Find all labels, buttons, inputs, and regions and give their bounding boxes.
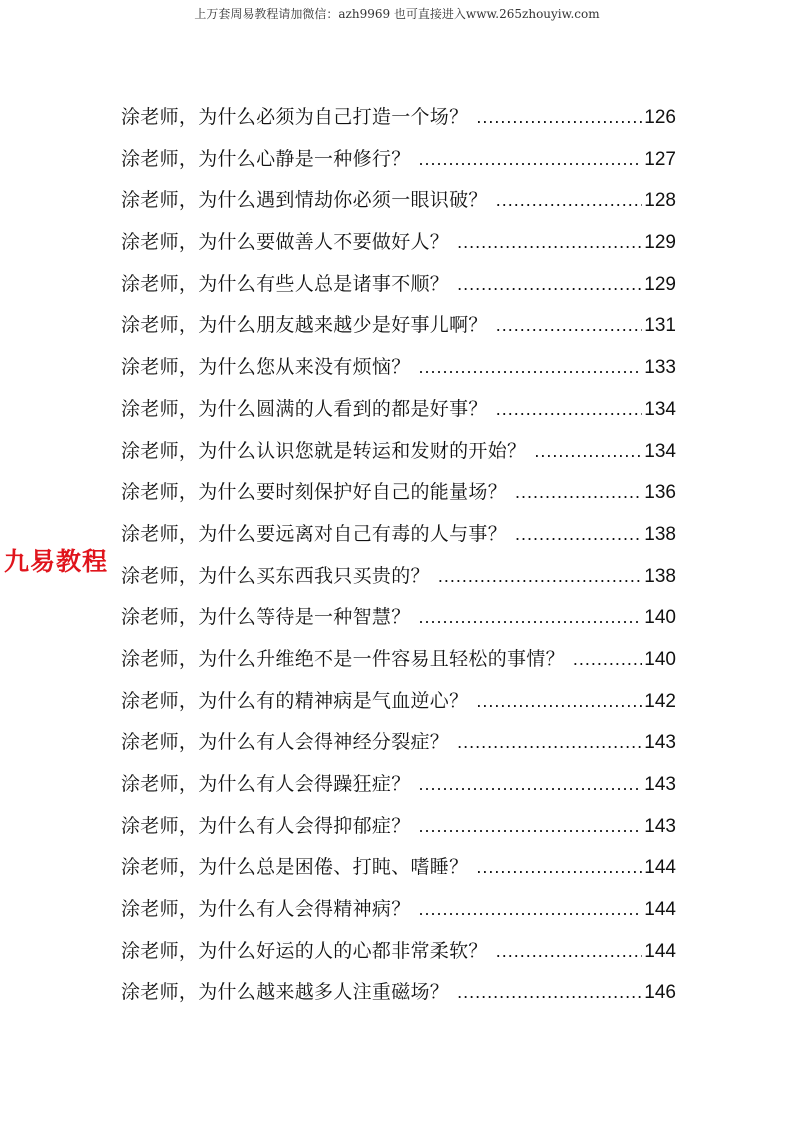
- toc-entry-title: 涂老师，为什么要远离对自己有毒的人与事？: [121, 522, 508, 545]
- toc-entry-page: 143: [644, 732, 676, 754]
- toc-entry[interactable]: [121, 97, 676, 139]
- toc-dot-leader: [419, 139, 643, 181]
- toc-entry-page: 140: [644, 607, 676, 629]
- toc-entry-page: 144: [644, 857, 676, 879]
- toc-dot-leader: [457, 722, 642, 764]
- toc-entry-title: 涂老师，为什么有些人总是诸事不顺？: [121, 272, 450, 295]
- toc-entry[interactable]: [121, 472, 676, 514]
- toc-entry-page: 134: [644, 398, 676, 420]
- toc-entry[interactable]: [121, 222, 676, 264]
- toc-dot-leader: [419, 806, 643, 848]
- toc-entry-title: 涂老师，为什么升维绝不是一件容易且轻松的事情？: [121, 647, 565, 670]
- toc-entry-page: 133: [644, 357, 676, 379]
- toc-entry[interactable]: [121, 264, 676, 306]
- toc-dot-leader: [515, 472, 642, 514]
- toc-entry[interactable]: [121, 931, 676, 973]
- toc-dot-leader: [419, 347, 643, 389]
- toc-dot-leader: [457, 264, 642, 306]
- toc-entry-page: 143: [644, 815, 676, 837]
- toc-entry[interactable]: [121, 722, 676, 764]
- toc-entry-page: 146: [644, 982, 676, 1004]
- toc-dot-leader: [457, 222, 642, 264]
- toc-dot-leader: [534, 431, 642, 473]
- watermark-logo: 九易教程: [4, 547, 109, 576]
- toc-entry-page: 143: [644, 774, 676, 795]
- toc-entry-title: 涂老师，为什么您从来没有烦恼？: [121, 356, 411, 379]
- toc-entry-page: 126: [644, 107, 676, 128]
- toc-dot-leader: [496, 389, 643, 431]
- toc-entry[interactable]: [121, 639, 676, 681]
- toc-entry-title: 涂老师，为什么有人会得躁狂症？: [121, 773, 411, 795]
- toc-entry[interactable]: [121, 889, 676, 931]
- toc-entry[interactable]: [121, 681, 676, 723]
- toc-entry[interactable]: [121, 972, 676, 1014]
- toc-entry-title: 涂老师，为什么朋友越来越少是好事儿啊？: [121, 314, 488, 337]
- toc-entry-page: 138: [644, 523, 676, 545]
- toc-dot-leader: [573, 639, 642, 681]
- toc-entry-page: 144: [644, 940, 676, 962]
- toc-entry-title: 涂老师，为什么越来越多人注重磁场？: [121, 981, 450, 1004]
- toc-entry[interactable]: [121, 597, 676, 639]
- toc-dot-leader: [496, 305, 643, 347]
- toc-entry[interactable]: [121, 847, 676, 889]
- toc-entry-title: 涂老师，为什么心静是一种修行？: [121, 147, 411, 170]
- toc-entry[interactable]: [121, 806, 676, 848]
- toc-entry-title: 涂老师，为什么遇到情劫你必须一眼识破？: [121, 189, 488, 212]
- toc-entry-page: 144: [644, 899, 676, 921]
- toc-dot-leader: [457, 972, 642, 1014]
- toc-entry-title: 涂老师，为什么要时刻保护好自己的能量场？: [121, 481, 508, 504]
- toc-entry-title: 涂老师，为什么有人会得抑郁症？: [121, 814, 411, 837]
- toc-entry[interactable]: [121, 514, 676, 556]
- toc-dot-leader: [476, 681, 642, 723]
- toc-dot-leader: [476, 97, 642, 139]
- toc-entry[interactable]: [121, 764, 676, 806]
- toc-entry[interactable]: [121, 347, 676, 389]
- toc-entry[interactable]: [121, 305, 676, 347]
- toc-dot-leader: [476, 847, 642, 889]
- toc-dot-leader: [438, 556, 642, 598]
- toc-entry-title: 涂老师，为什么等待是一种智慧？: [121, 606, 411, 629]
- toc-entry-title: 涂老师，为什么必须为自己打造一个场？: [121, 106, 469, 128]
- toc-entry-title: 涂老师，为什么认识您就是转运和发财的开始？: [121, 439, 527, 462]
- toc-dot-leader: [496, 931, 643, 973]
- toc-entry-title: 涂老师，为什么总是困倦、打盹、嗜睡？: [121, 856, 469, 879]
- toc-entry-title: 涂老师，为什么好运的人的心都非常柔软？: [121, 939, 488, 962]
- toc-dot-leader: [419, 597, 643, 639]
- toc-entry-page: 140: [644, 648, 676, 670]
- toc-entry-title: 涂老师，为什么要做善人不要做好人？: [121, 231, 450, 254]
- toc-entry-page: 127: [644, 148, 676, 170]
- toc-dot-leader: [515, 514, 642, 556]
- toc-dot-leader: [496, 180, 643, 222]
- toc-dot-leader: [419, 889, 643, 931]
- toc-entry-page: 131: [644, 315, 676, 337]
- toc-entry-title: 涂老师，为什么有人会得精神病？: [121, 898, 411, 921]
- toc-entry-title: 涂老师，为什么有的精神病是气血逆心？: [121, 689, 469, 712]
- toc-entry-page: 128: [644, 190, 676, 212]
- toc-entry[interactable]: [121, 431, 676, 473]
- toc-entry-page: 136: [644, 482, 676, 504]
- toc-entry-page: 129: [644, 232, 676, 254]
- toc-dot-leader: [419, 764, 643, 806]
- toc-entry-page: 142: [644, 690, 676, 712]
- toc-entry[interactable]: [121, 556, 676, 598]
- toc-entry-title: 涂老师，为什么有人会得神经分裂症？: [121, 731, 450, 754]
- toc-entry-page: 138: [644, 565, 676, 587]
- header-promo-note: 上万套周易教程请加微信：azh9969 也可直接进入www.265zhouyiw.com: [194, 7, 600, 21]
- toc-entry[interactable]: [121, 180, 676, 222]
- toc-entry-page: 134: [644, 440, 676, 462]
- toc-entry-title: 涂老师，为什么买东西我只买贵的？: [121, 564, 430, 587]
- table-of-contents: [121, 97, 676, 1014]
- toc-entry-page: 129: [644, 273, 676, 295]
- toc-entry[interactable]: [121, 139, 676, 181]
- toc-entry[interactable]: [121, 389, 676, 431]
- toc-entry-title: 涂老师，为什么圆满的人看到的都是好事？: [121, 397, 488, 420]
